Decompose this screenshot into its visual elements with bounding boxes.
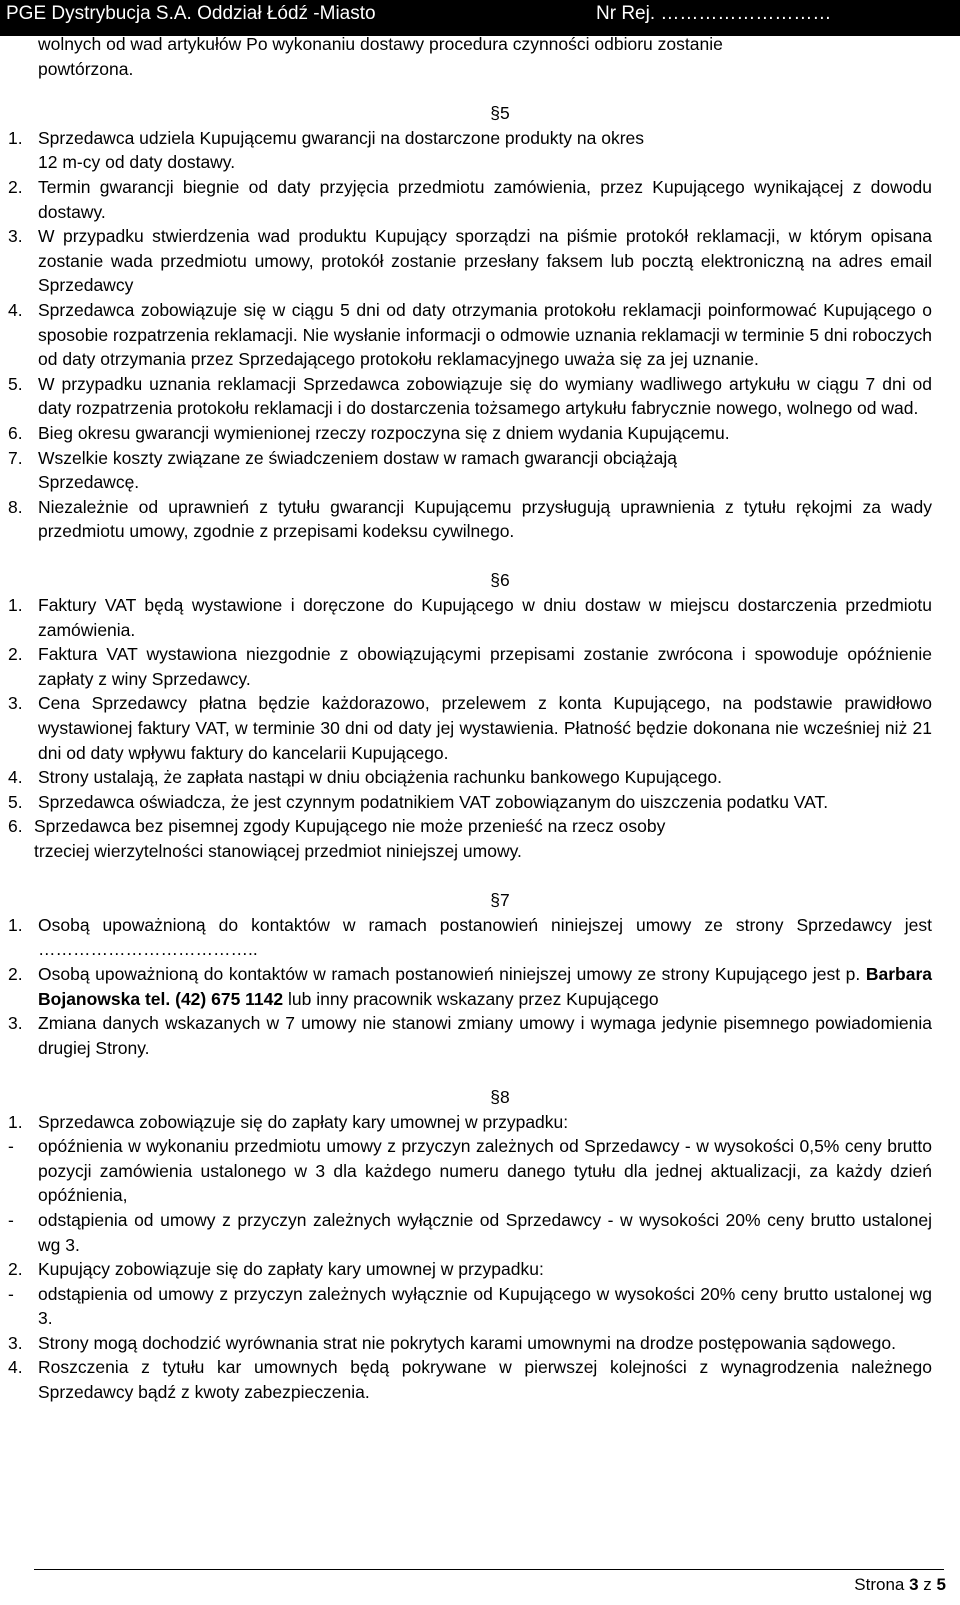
list-item: 7. Wszelkie koszty związane ze świadczeniem dostaw w ramach gwarancji obciążają Sprzedawcę. — [8, 447, 678, 493]
section-heading-8: §8 — [490, 1086, 510, 1107]
list-item: 2. Kupujący zobowiązuje się do zapłaty kary umownej w przypadku: — [8, 1259, 544, 1280]
list-item: 1. Sprzedawca udziela Kupującemu gwarancji na dostarczone produkty na okres 12 m-cy od daty dostawy. — [8, 127, 645, 173]
footer-rule — [34, 1569, 944, 1570]
list-item: 3. Strony mogą dochodzić wyrównania strat nie pokrytych karami umownymi na drodze postępowania sądowego. — [8, 1332, 896, 1353]
contact-person: Barbara Bojanowska tel. (42) 675 1142 — [38, 963, 932, 1009]
list-item: 2. Termin gwarancji biegnie od daty przyjęcia przedmiotu zamówienia, przez Kupującego wynikającej z dowodu dostawy. — [8, 176, 932, 222]
list-item: 1. Sprzedawca zobowiązuje się do zapłaty kary umownej w przypadku: — [8, 1111, 569, 1132]
list-item: 5. Sprzedawca oświadcza, że jest czynnym podatnikiem VAT zobowiązanym do uiszczenia podatku VAT. — [8, 791, 829, 812]
header-reg-number: Nr Rej. ……………………… — [596, 3, 832, 24]
list-item: 2. Faktura VAT wystawiona niezgodnie z obowiązującymi przepisami zostanie zwrócona i spowoduje opóźnienie zapłaty z winy Sprzedawcy. — [8, 644, 932, 689]
intro-line: wolnych od wad artykułów Po wykonaniu dostawy procedura czynności odbioru zostanie — [38, 34, 723, 54]
list-item: 2. Osobą upoważnioną do kontaktów w ramach postanowień niniejszej umowy ze strony Kupującego jest p. Barbara Bojanowska tel. (42) 675 1142 lub inny pracownik wskazany przez Kupującego — [8, 963, 932, 1009]
list-item: 3. Zmiana danych wskazanych w 7 umowy nie stanowi zmiany umowy i wymaga jedynie pisemnego powiadomienia drugiej Strony. — [8, 1013, 932, 1058]
page-number: Strona 3 z 5 — [854, 1575, 946, 1594]
list-item: 1. Faktury VAT będą wystawione i doręczone do Kupującego w dniu dostaw w miejscu dostarczenia przedmiotu zamówienia. — [8, 595, 932, 640]
section-heading-6: §6 — [490, 570, 510, 591]
list-item: - opóźnienia w wykonaniu przedmiotu umowy z przyczyn zależnych od Sprzedawcy - w wysokości 0,5% ceny brutto pozycji zamówienia ustalonego w 3 dla każdego numeru danego tytułu dla jednej aktualizacji, za każdy dzień opóźnienia, — [8, 1136, 932, 1206]
list-item: 8. Niezależnie od uprawnień z tytułu gwarancji Kupującemu przysługują uprawnienia z tytułu rękojmi za wady przedmiotu umowy, zgodnie z przepisami kodeksu cywilnego. — [8, 496, 932, 542]
list-item: - odstąpienia od umowy z przyczyn zależnych wyłącznie od Kupującego w wysokości 20% ceny brutto ustalonej wg 3. — [8, 1283, 932, 1329]
section-heading-7: §7 — [490, 890, 510, 911]
list-item: - odstąpienia od umowy z przyczyn zależnych wyłącznie od Sprzedawcy - w wysokości 20% ceny brutto ustalonej wg 3. — [8, 1209, 932, 1255]
list-item: 4. Strony ustalają, że zapłata nastąpi w dniu obciążenia rachunku bankowego Kupującego. — [8, 767, 722, 788]
list-item: 4. Sprzedawca zobowiązuje się w ciągu 5 dni od daty otrzymania protokołu reklamacji poinformować Kupującego o sposobie rozpatrzenia reklamacji. Nie wysłanie informacji o odmowie uznania reklamacji w terminie 5 dni roboczych od daty otrzymania przez Sprzedającego protokołu reklamacyjnego uważa się za jej uznanie. — [8, 299, 932, 370]
list-item: 3. Cena Sprzedawcy płatna będzie każdorazowo, przelewem z konta Kupującego, na podstawie prawidłowo wystawionej faktury VAT, w terminie 30 dni od daty jej wystawienia. Płatność będzie dokonana nie wcześniej niż 21 dni od daty wpływu faktury do kancelarii Kupującego. — [8, 693, 932, 763]
page-header — [0, 0, 960, 36]
section-heading-5: §5 — [490, 103, 510, 124]
intro-line: powtórzona. — [38, 58, 134, 79]
list-item: 4. Roszczenia z tytułu kar umownych będą pokrywane w pierwszej kolejności z wynagrodzenia należnego Sprzedawcy bądź z kwoty zabezpieczenia. — [8, 1357, 932, 1403]
list-item: 6. Sprzedawca bez pisemnej zgody Kupującego nie może przenieść na rzecz osoby trzeciej wierzytelności stanowiącej przedmiot niniejszej umowy. — [8, 816, 666, 861]
document-body — [8, 32, 932, 1405]
list-item: 3. W przypadku stwierdzenia wad produktu Kupujący sporządzi na piśmie protokół reklamacji, w którym opisana zostanie wada przedmiotu umowy, protokół zostanie przesłany faksem lub pocztą elektroniczną na adres email Sprzedawcy — [8, 226, 932, 296]
list-item: 6. Bieg okresu gwarancji wymienionej rzeczy rozpoczyna się z dniem wydania Kupującemu. — [8, 422, 730, 443]
list-item: 1. Osobą upoważnioną do kontaktów w ramach postanowień niniejszej umowy ze strony Sprzedawcy jest ……………………………….. — [8, 914, 932, 960]
header-company: PGE Dystrybucja S.A. Oddział Łódź -Miasto — [6, 3, 376, 24]
list-item: 5. W przypadku uznania reklamacji Sprzedawca zobowiązuje się do wymiany wadliwego artykułu w ciągu 7 dni od daty rozpatrzenia protokołu reklamacji i do dostarczenia tożsamego artykułu fabrycznie nowego, wolnego od wad. — [8, 373, 932, 419]
